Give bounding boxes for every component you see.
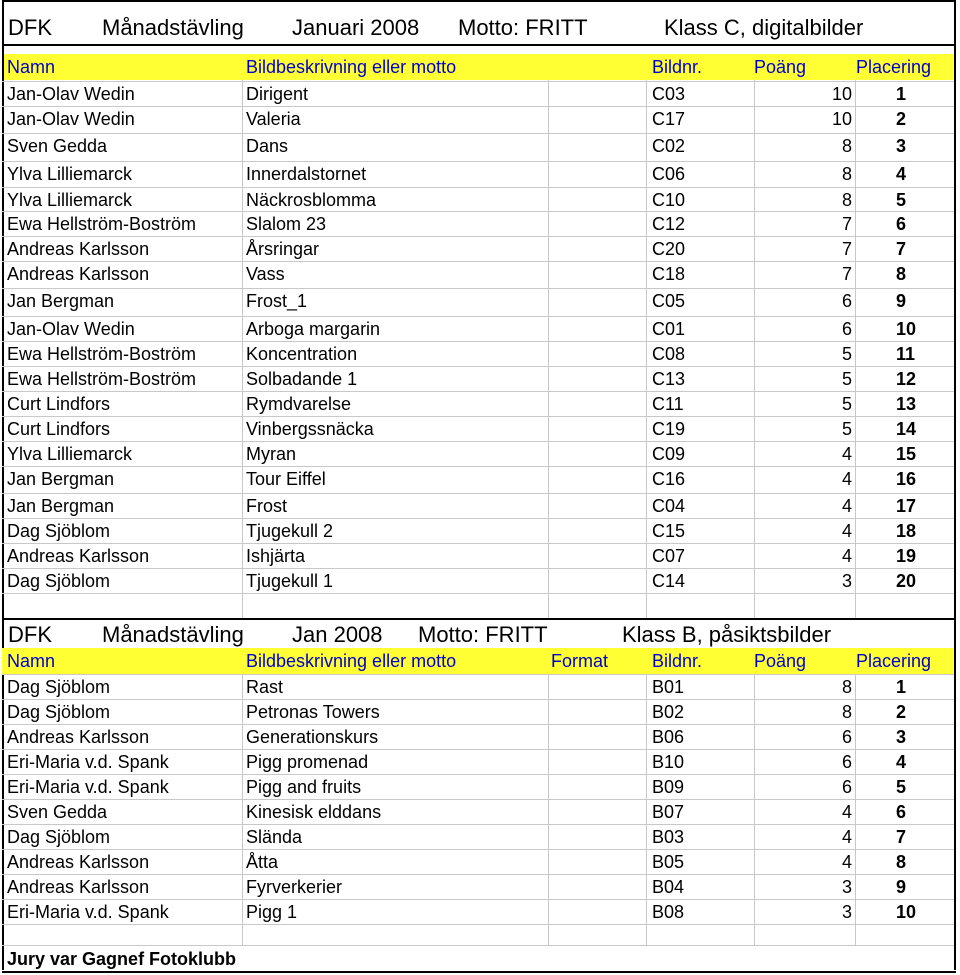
- section-b-row-desc: Fyrverkerier: [246, 876, 343, 897]
- section-c-row-name: Ylva Lilliemarck: [7, 163, 133, 184]
- outer-right-border: [954, 0, 956, 970]
- grid-row-line: [2, 774, 954, 775]
- section-b-row-name: Sven Gedda: [7, 801, 108, 822]
- section-c-row-poang: 8: [841, 135, 852, 156]
- section-c-row-placering: 11: [896, 343, 916, 364]
- section-c-row-bildnr: C07: [652, 545, 686, 566]
- section-c-header-poang: Poäng: [754, 57, 807, 77]
- section-b-row-poang: 8: [841, 676, 852, 697]
- section-c-row-bildnr: C01: [652, 318, 686, 339]
- section-c-row-name: Andreas Karlsson: [7, 238, 150, 259]
- grid-col-line: [646, 80, 647, 618]
- section-c-title-event: Månadstävling: [102, 15, 244, 40]
- grid-row-line: [2, 106, 954, 107]
- section-c-row-placering: 4: [896, 163, 907, 184]
- section-c-row-desc: Vinbergssnäcka: [246, 418, 374, 439]
- section-c-row-placering: 16: [896, 468, 917, 489]
- grid-col-line: [548, 80, 549, 618]
- section-c-row-poang: 6: [841, 290, 852, 311]
- section-c-row-desc: Koncentration: [246, 343, 358, 364]
- section-c-row-name: Curt Lindfors: [7, 418, 111, 439]
- section-b-header-name: Namn: [7, 651, 56, 671]
- grid-row-line: [2, 187, 954, 188]
- section-b-row-name: Andreas Karlsson: [7, 851, 150, 872]
- section-b-row-bildnr: B07: [652, 801, 685, 822]
- grid-row-line: [2, 874, 954, 875]
- section-c-row-name: Jan Bergman: [7, 495, 115, 516]
- section-c-row-placering: 1: [896, 83, 907, 104]
- section-c-row-desc: Slalom 23: [246, 213, 327, 234]
- section-c-row-poang: 4: [841, 520, 852, 541]
- section-b-row-bildnr: B06: [652, 726, 685, 747]
- section-b-row-bildnr: B05: [652, 851, 685, 872]
- section-c-row-bildnr: C06: [652, 163, 686, 184]
- grid-row-line: [2, 316, 954, 317]
- section-c-row-desc: Vass: [246, 263, 285, 284]
- section-b-row-poang: 3: [841, 876, 852, 897]
- section-c-header-desc: Bildbeskrivning eller motto: [246, 57, 457, 77]
- section-c-row-desc: Dirigent: [246, 83, 309, 104]
- section-c-row-name: Andreas Karlsson: [7, 263, 150, 284]
- section-b-row-name: Eri-Maria v.d. Spank: [7, 751, 169, 772]
- section-c-row-bildnr: C05: [652, 290, 686, 311]
- section-c-row-name: Dag Sjöblom: [7, 520, 111, 541]
- grid-row-line: [2, 441, 954, 442]
- grid-row-line: [2, 288, 954, 289]
- section-c-title-klass: Klass C, digitalbilder: [664, 15, 864, 40]
- section-c-row-bildnr: C10: [652, 189, 686, 210]
- grid-row-line: [2, 261, 954, 262]
- section-b-row-placering: 5: [896, 776, 907, 797]
- section-c-header-bildnr: Bildnr.: [652, 57, 703, 77]
- section-c-row-name: Ylva Lilliemarck: [7, 189, 133, 210]
- section-c-header-name: Namn: [7, 57, 56, 77]
- section-b-row-name: Eri-Maria v.d. Spank: [7, 901, 169, 922]
- grid-row-line: [2, 593, 954, 594]
- section-b-title-club: DFK: [8, 622, 52, 647]
- section-b-row-placering: 4: [896, 751, 907, 772]
- section-c-row-bildnr: C20: [652, 238, 686, 259]
- section-c-row-bildnr: C18: [652, 263, 686, 284]
- jury-note: Jury var Gagnef Fotoklubb: [7, 949, 237, 969]
- section-c-row-desc: Dans: [246, 135, 289, 156]
- section-c-row-placering: 14: [896, 418, 917, 439]
- section-c-row-poang: 10: [831, 108, 852, 129]
- grid-row-line: [2, 543, 954, 544]
- section-c-row-poang: 7: [841, 263, 852, 284]
- section-c-row-desc: Valeria: [246, 108, 301, 129]
- grid-col-line: [548, 674, 549, 945]
- section-c-row-name: Jan-Olav Wedin: [7, 83, 135, 104]
- grid-row-line: [2, 81, 954, 82]
- grid-row-line: [2, 391, 954, 392]
- section-b-row-placering: 2: [896, 701, 907, 722]
- grid-col-line: [754, 80, 755, 618]
- section-c-header-band: [2, 54, 954, 80]
- section-c-row-name: Ylva Lilliemarck: [7, 443, 133, 464]
- section-c-row-placering: 10: [896, 318, 917, 339]
- section-b-row-placering: 9: [896, 876, 907, 897]
- section-c-row-desc: Frost: [246, 495, 288, 516]
- section-b-row-desc: Pigg 1: [246, 901, 298, 922]
- section-c-row-name: Jan Bergman: [7, 290, 115, 311]
- section-b-row-name: Dag Sjöblom: [7, 826, 111, 847]
- grid-row-line: [2, 699, 954, 700]
- section-c-row-placering: 20: [896, 570, 917, 591]
- section-c-title-club: DFK: [8, 15, 52, 40]
- section-b-row-name: Andreas Karlsson: [7, 876, 150, 897]
- section-b-row-placering: 8: [896, 851, 907, 872]
- section-b-row-bildnr: B08: [652, 901, 685, 922]
- section-c-row-bildnr: C08: [652, 343, 686, 364]
- section-b-header-band: [2, 648, 954, 674]
- section-b-row-poang: 3: [841, 901, 852, 922]
- section-c-row-bildnr: C02: [652, 135, 686, 156]
- section-c-row-placering: 7: [896, 238, 907, 259]
- section-c-row-bildnr: C03: [652, 83, 686, 104]
- grid-col-line: [855, 80, 856, 618]
- section-c-row-desc: Innerdalstornet: [246, 163, 367, 184]
- section-c-row-desc: Tjugekull 1: [246, 570, 334, 591]
- grid-row-line: [2, 799, 954, 800]
- section-b-row-poang: 4: [841, 826, 852, 847]
- section-b-row-name: Dag Sjöblom: [7, 676, 111, 697]
- section-b-row-bildnr: B09: [652, 776, 685, 797]
- grid-row-line: [2, 466, 954, 467]
- section-b-title-month: Jan 2008: [292, 622, 383, 647]
- section-b-header-bildnr: Bildnr.: [652, 651, 703, 671]
- section-b-row-poang: 6: [841, 726, 852, 747]
- grid-row-line: [2, 161, 954, 162]
- section-b-row-desc: Åtta: [246, 851, 279, 872]
- section-b-header-placering: Placering: [856, 651, 932, 671]
- grid-row-line: [2, 674, 954, 675]
- section-b-row-placering: 10: [896, 901, 917, 922]
- section-c-row-placering: 13: [896, 393, 917, 414]
- section-c-row-poang: 4: [841, 495, 852, 516]
- section-c-row-poang: 4: [841, 545, 852, 566]
- outer-top-border: [2, 0, 956, 2]
- section-c-row-bildnr: C14: [652, 570, 686, 591]
- section-c-row-poang: 8: [841, 189, 852, 210]
- grid-row-line: [2, 211, 954, 212]
- section-c-row-poang: 5: [841, 343, 852, 364]
- section-b-row-desc: Pigg promenad: [246, 751, 369, 772]
- section-c-row-desc: Tour Eiffel: [246, 468, 326, 489]
- section-b-header-desc: Bildbeskrivning eller motto: [246, 651, 457, 671]
- section-b-header-format: Format: [551, 651, 609, 671]
- section-c-row-bildnr: C13: [652, 368, 686, 389]
- section-b-row-desc: Petronas Towers: [246, 701, 380, 722]
- grid-row-line: [2, 493, 954, 494]
- section-c-row-name: Sven Gedda: [7, 135, 108, 156]
- section-c-row-desc: Arboga margarin: [246, 318, 381, 339]
- grid-col-line: [242, 674, 243, 945]
- section-c-row-poang: 10: [831, 83, 852, 104]
- section-c-row-placering: 3: [896, 135, 907, 156]
- section-b-row-poang: 4: [841, 801, 852, 822]
- grid-row-line: [2, 133, 954, 134]
- section-c-row-bildnr: C15: [652, 520, 686, 541]
- section-b-row-bildnr: B04: [652, 876, 685, 897]
- section-b-row-placering: 1: [896, 676, 907, 697]
- section-c-row-poang: 7: [841, 238, 852, 259]
- section-c-row-bildnr: C09: [652, 443, 686, 464]
- section-c-row-placering: 8: [896, 263, 907, 284]
- section-b-row-placering: 7: [896, 826, 907, 847]
- section-c-row-name: Dag Sjöblom: [7, 570, 111, 591]
- section-c-row-name: Jan Bergman: [7, 468, 115, 489]
- section-c-row-desc: Solbadande 1: [246, 368, 358, 389]
- section-c-row-name: Jan-Olav Wedin: [7, 108, 135, 129]
- section-c-row-name: Ewa Hellström-Boström: [7, 368, 197, 389]
- section-b-row-bildnr: B03: [652, 826, 685, 847]
- section-c-row-placering: 12: [896, 368, 917, 389]
- section-b-title-motto: Motto: FRITT: [418, 622, 548, 647]
- section-c-row-placering: 19: [896, 545, 917, 566]
- grid-row-line: [2, 518, 954, 519]
- grid-row-line: [2, 924, 954, 925]
- grid-col-line: [855, 674, 856, 945]
- section-b-row-name: Eri-Maria v.d. Spank: [7, 776, 169, 797]
- grid-row-line: [2, 366, 954, 367]
- section-c-row-desc: Ishjärta: [246, 545, 306, 566]
- section-c-row-bildnr: C16: [652, 468, 686, 489]
- grid-row-line: [2, 724, 954, 725]
- section-c-row-desc: Årsringar: [246, 238, 320, 259]
- section-c-row-name: Jan-Olav Wedin: [7, 318, 135, 339]
- section-b-row-desc: Pigg and fruits: [246, 776, 362, 797]
- section-c-row-poang: 4: [841, 468, 852, 489]
- section-c-row-placering: 18: [896, 520, 917, 541]
- section-c-title-border: [2, 44, 956, 46]
- grid-row-line: [2, 416, 954, 417]
- section-b-row-bildnr: B02: [652, 701, 685, 722]
- section-b-row-bildnr: B01: [652, 676, 685, 697]
- section-c-row-name: Ewa Hellström-Boström: [7, 213, 197, 234]
- section-c-row-desc: Frost_1: [246, 290, 308, 311]
- section-c-row-name: Andreas Karlsson: [7, 545, 150, 566]
- section-c-row-bildnr: C11: [652, 393, 684, 414]
- grid-col-line: [646, 674, 647, 945]
- section-b-header-poang: Poäng: [754, 651, 807, 671]
- grid-row-line: [2, 749, 954, 750]
- section-c-row-placering: 5: [896, 189, 907, 210]
- section-c-row-poang: 3: [841, 570, 852, 591]
- grid-row-line: [2, 568, 954, 569]
- grid-row-line: [2, 899, 954, 900]
- section-b-row-bildnr: B10: [652, 751, 685, 772]
- grid-row-line: [2, 341, 954, 342]
- section-c-row-desc: Näckrosblomma: [246, 189, 377, 210]
- section-c-row-poang: 6: [841, 318, 852, 339]
- section-c-row-poang: 5: [841, 368, 852, 389]
- section-b-title-klass: Klass B, påsiktsbilder: [622, 622, 832, 647]
- section-b-row-name: Dag Sjöblom: [7, 701, 111, 722]
- section-b-row-poang: 6: [841, 751, 852, 772]
- section-b-row-desc: Generationskurs: [246, 726, 379, 747]
- section-c-row-placering: 6: [896, 213, 907, 234]
- section-b-title-event: Månadstävling: [102, 622, 244, 647]
- section-c-title-month: Januari 2008: [292, 15, 420, 40]
- outer-bottom-border: [2, 971, 956, 973]
- section-c-row-poang: 7: [841, 213, 852, 234]
- grid-col-line: [242, 80, 243, 618]
- section-c-row-bildnr: C12: [652, 213, 686, 234]
- section-c-header-placering: Placering: [856, 57, 932, 77]
- section-c-row-placering: 15: [896, 443, 917, 464]
- section-b-row-name: Andreas Karlsson: [7, 726, 150, 747]
- section-c-row-poang: 5: [841, 418, 852, 439]
- section-c-row-name: Curt Lindfors: [7, 393, 111, 414]
- section-c-row-poang: 4: [841, 443, 852, 464]
- section-c-row-placering: 2: [896, 108, 907, 129]
- grid-row-line: [2, 824, 954, 825]
- section-b-row-poang: 6: [841, 776, 852, 797]
- grid-col-line: [754, 674, 755, 945]
- section-c-row-placering: 9: [896, 290, 907, 311]
- section-c-row-bildnr: C19: [652, 418, 686, 439]
- section-b-row-desc: Rast: [246, 676, 284, 697]
- grid-row-line: [2, 236, 954, 237]
- section-c-row-bildnr: C17: [652, 108, 686, 129]
- section-c-row-desc: Tjugekull 2: [246, 520, 334, 541]
- section-b-row-poang: 8: [841, 701, 852, 722]
- section-c-row-placering: 17: [896, 495, 917, 516]
- section-c-row-poang: 5: [841, 393, 852, 414]
- section-b-row-placering: 6: [896, 801, 907, 822]
- section-c-row-name: Ewa Hellström-Boström: [7, 343, 197, 364]
- section-c-title-motto: Motto: FRITT: [458, 15, 588, 40]
- section-b-row-desc: Kinesisk elddans: [246, 801, 382, 822]
- section-b-row-desc: Slända: [246, 826, 303, 847]
- grid-row-line: [2, 849, 954, 850]
- section-b-row-poang: 4: [841, 851, 852, 872]
- section-c-row-desc: Myran: [246, 443, 297, 464]
- section-b-row-placering: 3: [896, 726, 907, 747]
- section-c-row-bildnr: C04: [652, 495, 686, 516]
- section-c-row-desc: Rymdvarelse: [246, 393, 352, 414]
- section-c-row-poang: 8: [841, 163, 852, 184]
